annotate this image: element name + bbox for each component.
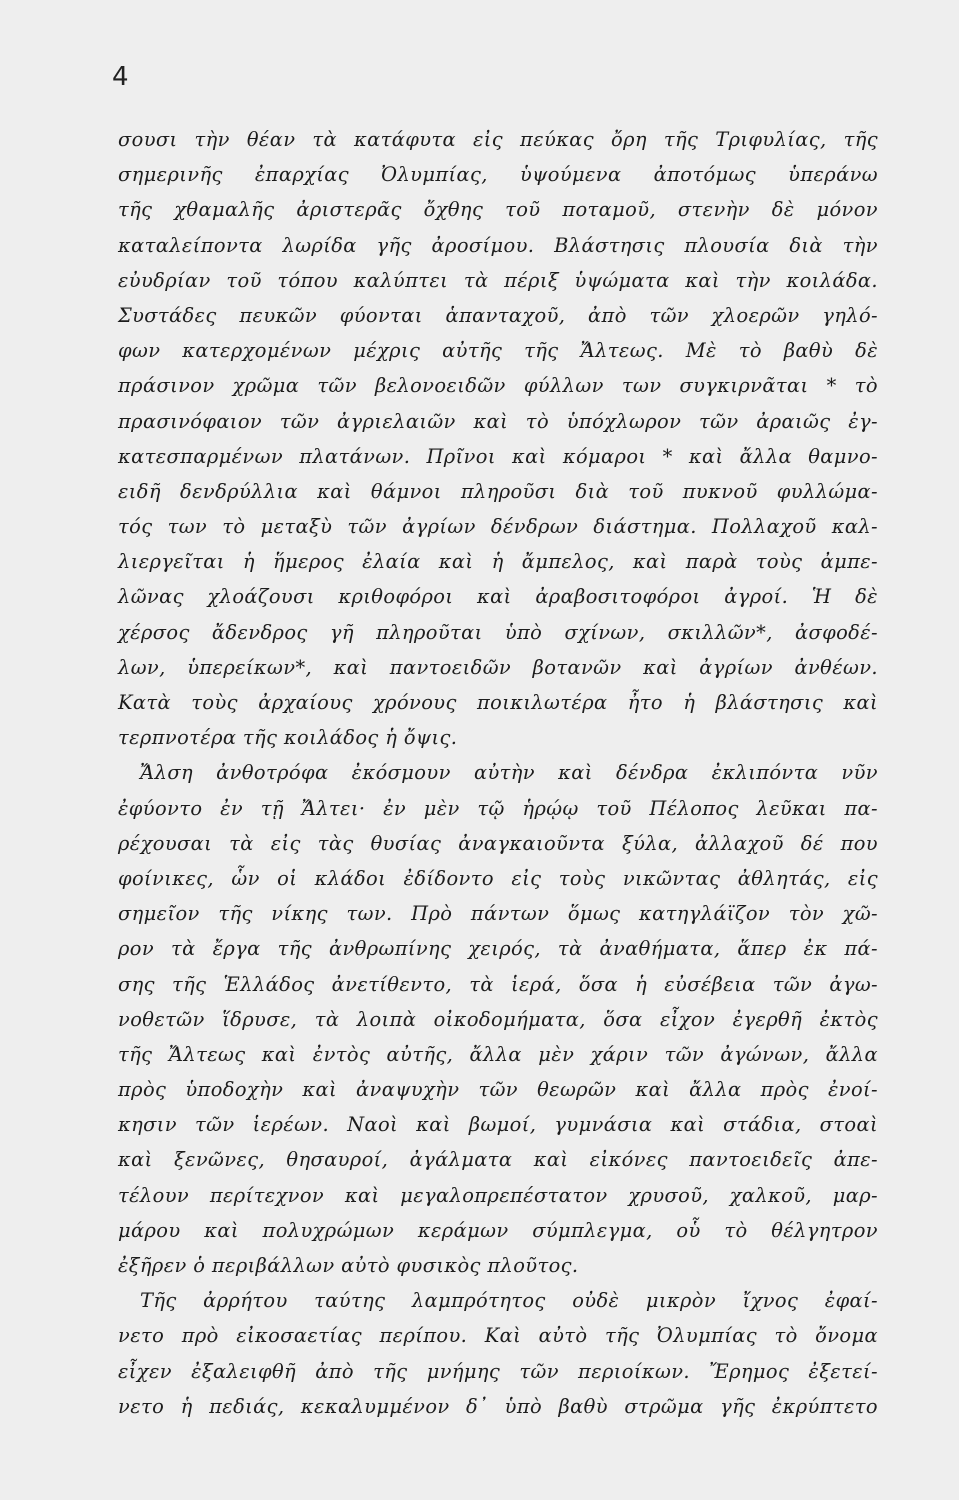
- text-line: τερπνοτέρα τῆς κοιλάδος ἡ ὄψις.: [118, 726, 458, 750]
- text-line: νετο ἡ πεδιάς, κεκαλυμμένον δ᾽ ὑπὸ βαθὺ στρῶμα γῆς ἐκρύπτετο: [118, 1394, 878, 1418]
- text-line: φων κατερχομένων μέχρις αὐτῆς τῆς Ἄλτεως. Μὲ τὸ βαθὺ δὲ: [118, 339, 878, 363]
- text-line: σουσι τὴν θέαν τὰ κατάφυτα εἰς πεύκας ὄρη τῆς Τριφυλίας, τῆς: [118, 128, 878, 151]
- text-line: τός των τὸ μεταξὺ τῶν ἀγρίων δένδρων διάστημα. Πολλαχοῦ καλ-: [118, 515, 878, 539]
- text-line: χέρσος ἄδενδρος γῆ πληροῦται ὑπὸ σχίνων, σκιλλῶν*, ἀσφοδέ-: [118, 620, 878, 644]
- text-line: σης τῆς Ἑλλάδος ἀνετίθεντο, τὰ ἱερά, ὅσα ἡ εὐσέβεια τῶν ἀγω-: [118, 972, 878, 996]
- text-line: ἐξῆρεν ὁ περιβάλλων αὐτὸ φυσικὸς πλοῦτος.: [118, 1254, 579, 1277]
- text-line: ἐφύοντο ἐν τῇ Ἄλτει· ἐν μὲν τῷ ἡρῴῳ τοῦ Πέλοπος λεῦκαι πα-: [118, 796, 878, 820]
- text-line: εἶχεν ἐξαλειφθῆ ἀπὸ τῆς μνήμης τῶν περιοίκων. Ἔρημος ἐξετεί-: [118, 1359, 878, 1383]
- text-line: ειδῆ δενδρύλλια καὶ θάμνοι πληροῦσι διὰ τοῦ πυκνοῦ φυλλώμα-: [118, 479, 878, 503]
- text-line: λιεργεῖται ἡ ἥμερος ἐλαία καὶ ἡ ἄμπελος, καὶ παρὰ τοὺς ἀμπε-: [118, 550, 878, 574]
- text-line: νοθετῶν ἵδρυσε, τὰ λοιπὰ οἰκοδομήματα, ὅσα εἶχον ἐγερθῆ ἐκτὸς: [118, 1007, 878, 1031]
- body-text: [118, 122, 878, 1424]
- text-line: σημεῖον τῆς νίκης των. Πρὸ πάντων ὅμως κατηγλάϊζον τὸν χῶ-: [118, 902, 878, 926]
- text-line: ρέχουσαι τὰ εἰς τὰς θυσίας ἀναγκαιοῦντα ξύλα, ἀλλαχοῦ δέ που: [118, 831, 878, 855]
- text-line: κησιν τῶν ἱερέων. Ναοὶ καὶ βωμοί, γυμνάσια καὶ στάδια, στοαὶ: [118, 1113, 878, 1137]
- text-line: πρασινόφαιον τῶν ἀγριελαιῶν καὶ τὸ ὑπόχλωρον τῶν ἀραιῶς ἐγ-: [118, 409, 878, 433]
- text-line: μάρου καὶ πολυχρώμων κεράμων σύμπλεγμα, οὗ τὸ θέλγητρον: [118, 1218, 878, 1242]
- text-line: πράσινον χρῶμα τῶν βελονοειδῶν φύλλων των συγκιρνᾶται * τὸ: [118, 374, 878, 398]
- text-line: καταλείποντα λωρίδα γῆς ἀροσίμου. Βλάστησις πλουσία διὰ τὴν: [118, 233, 878, 257]
- text-line: κατεσπαρμένων πλατάνων. Πρῖνοι καὶ κόμαροι * καὶ ἄλλα θαμνο-: [118, 444, 878, 468]
- text-line: Κατὰ τοὺς ἀρχαίους χρόνους ποικιλωτέρα ἦτο ἡ βλάστησις καὶ: [118, 691, 878, 714]
- text-line: λων, ὑπερείκων*, καὶ παντοειδῶν βοτανῶν καὶ ἀγρίων ἀνθέων.: [118, 655, 878, 679]
- text-line: Τῆς ἀρρήτου ταύτης λαμπρότητος οὐδὲ μικρὸν ἴχνος ἐφαί-: [140, 1289, 878, 1313]
- text-line: καὶ ξενῶνες, θησαυροί, ἀγάλματα καὶ εἰκόνες παντοειδεῖς ἀπε-: [118, 1148, 878, 1172]
- text-line: Συστάδες πευκῶν φύονται ἁπανταχοῦ, ἀπὸ τῶν χλοερῶν γηλό-: [118, 303, 878, 327]
- page-number: 4: [112, 62, 129, 92]
- text-line: φοίνικες, ὧν οἱ κλάδοι ἐδίδοντο εἰς τοὺς νικῶντας ἀθλητάς, εἰς: [118, 866, 878, 890]
- text-line: ρον τὰ ἔργα τῆς ἀνθρωπίνης χειρός, τὰ ἀναθήματα, ἅπερ ἐκ πά-: [118, 937, 878, 961]
- text-line: τέλουν περίτεχνον καὶ μεγαλοπρεπέστατον χρυσοῦ, χαλκοῦ, μαρ-: [118, 1183, 878, 1207]
- text-line: λῶνας χλοάζουσι κριθοφόροι καὶ ἀραβοσιτοφόροι ἀγροί. Ἡ δὲ: [118, 585, 878, 609]
- text-line: Ἄλση ἀνθοτρόφα ἐκόσμουν αὐτὴν καὶ δένδρα ἐκλιπόντα νῦν: [140, 761, 878, 785]
- text-line: τῆς χθαμαλῆς ἀριστερᾶς ὄχθης τοῦ ποταμοῦ, στενὴν δὲ μόνον: [118, 198, 878, 222]
- text-line: νετο πρὸ εἰκοσαετίας περίπου. Καὶ αὐτὸ τῆς Ὀλυμπίας τὸ ὄνομα: [118, 1324, 878, 1348]
- text-line: εὐυδρίαν τοῦ τόπου καλύπτει τὰ πέριξ ὑψώματα καὶ τὴν κοιλάδα.: [118, 268, 878, 292]
- text-line: σημερινῆς ἐπαρχίας Ὀλυμπίας, ὑψούμενα ἀποτόμως ὑπεράνω: [118, 163, 878, 187]
- text-line: τῆς Ἄλτεως καὶ ἐντὸς αὐτῆς, ἄλλα μὲν χάριν τῶν ἀγώνων, ἄλλα: [118, 1042, 878, 1066]
- text-line: πρὸς ὑποδοχὴν καὶ ἀναψυχὴν τῶν θεωρῶν καὶ ἄλλα πρὸς ἐνοί-: [118, 1078, 878, 1102]
